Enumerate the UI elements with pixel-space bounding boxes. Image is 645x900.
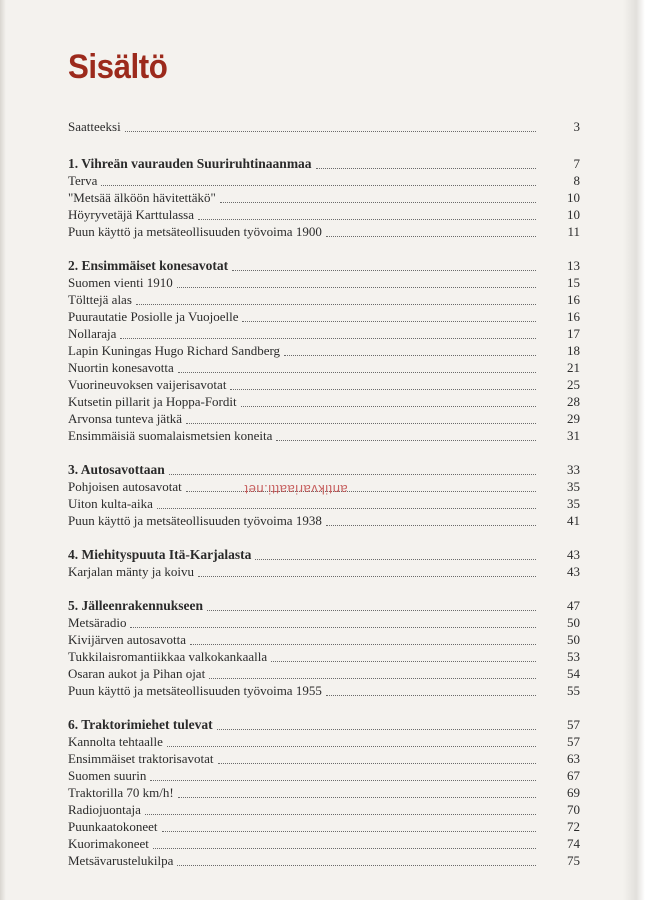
leader-dots (130, 623, 536, 628)
toc-page-number: 54 (567, 666, 580, 681)
toc-page-number: 74 (567, 836, 580, 851)
toc-entry (68, 274, 580, 291)
leader-dots (255, 555, 536, 560)
toc-entry (68, 784, 580, 801)
toc-entry-label: Kuorimakoneet (68, 836, 149, 851)
toc-entry-label: Ensimmäisiä suomalaismetsien koneita (68, 428, 273, 443)
toc-entry (68, 359, 580, 376)
leader-dots (284, 351, 536, 356)
leader-dots (326, 521, 536, 526)
toc-page-number: 15 (567, 275, 580, 290)
chapter-list (68, 155, 580, 869)
toc-entry (68, 648, 580, 665)
leader-dots (271, 657, 536, 662)
toc-page-number: 17 (567, 326, 580, 341)
toc-entry (68, 410, 580, 427)
toc-entry (68, 835, 580, 852)
toc-page-number: 72 (567, 819, 580, 834)
toc-page-number: 8 (573, 173, 580, 188)
toc-entry (68, 495, 580, 512)
toc-entry-label: Osaran aukot ja Pihan ojat (68, 666, 206, 681)
chapter-title-entry (68, 461, 580, 478)
toc-entry (68, 342, 580, 359)
toc-page-number: 21 (567, 360, 580, 375)
chapter-title-entry (68, 155, 580, 172)
toc-page-number: 75 (567, 853, 580, 868)
toc-entry-label: Kivijärven autosavotta (68, 632, 187, 647)
toc-page-number: 53 (567, 649, 580, 664)
toc-page-number: 11 (567, 224, 580, 239)
toc-entry-label: Kannolta tehtaalle (68, 734, 163, 749)
chapter-section (68, 546, 580, 580)
leader-dots (178, 368, 536, 373)
toc-entry (68, 563, 580, 580)
toc-page-number: 43 (567, 547, 580, 562)
toc-entry (68, 818, 580, 835)
chapter-section (68, 716, 580, 869)
leader-dots (276, 436, 536, 441)
leader-dots (136, 300, 536, 305)
toc-page-number: 35 (567, 479, 580, 494)
toc-entry-label: Nollaraja (68, 326, 117, 341)
toc-entry-label: Puun käyttö ja metsäteollisuuden työvoima 1955 (68, 683, 322, 698)
toc-page-number: 50 (567, 615, 580, 630)
leader-dots (241, 402, 536, 407)
toc-page-number: 16 (567, 292, 580, 307)
toc-page-number: 18 (567, 343, 580, 358)
toc-page-number: 33 (567, 462, 580, 477)
toc-page-number: 57 (567, 717, 580, 732)
chapter-section (68, 155, 580, 240)
leader-dots (326, 691, 536, 696)
toc-entry-label: Kutsetin pillarit ja Hoppa-Fordit (68, 394, 237, 409)
leader-dots (125, 127, 536, 132)
toc-entry (68, 308, 580, 325)
toc-entry-label: Metsävarustelukilpa (68, 853, 174, 868)
toc-page-number: 7 (573, 156, 580, 171)
chapter-section (68, 597, 580, 699)
toc-entry-label: 4. Miehityspuuta Itä-Karjalasta (68, 547, 252, 562)
toc-entry-label: Lapin Kuningas Hugo Richard Sandberg (68, 343, 281, 358)
leader-dots (177, 283, 536, 288)
leader-dots (217, 725, 536, 730)
toc-entry-label: Traktorilla 70 km/h! (68, 785, 174, 800)
toc-page-number: 29 (567, 411, 580, 426)
leader-dots (232, 266, 536, 271)
toc-entry-label: Tukkilaisromantiikkaa valkokankaalla (68, 649, 268, 664)
toc-page-number: 50 (567, 632, 580, 647)
toc-entry (68, 750, 580, 767)
toc-page-number: 70 (567, 802, 580, 817)
chapter-title-entry (68, 257, 580, 274)
toc-entry (68, 172, 580, 189)
leader-dots (218, 759, 537, 764)
leader-dots (207, 606, 536, 611)
leader-dots (230, 385, 536, 390)
page-title: Sisältö (68, 48, 168, 86)
chapter-title-entry (68, 597, 580, 614)
toc-entry (68, 852, 580, 869)
toc-entry-label: Tölttejä alas (68, 292, 132, 307)
chapter-title-entry (68, 546, 580, 563)
toc-page-number: 41 (567, 513, 580, 528)
watermark: antikvariaatti.net (244, 482, 348, 497)
chapter-title-entry (68, 716, 580, 733)
leader-dots (157, 504, 536, 509)
toc-entry (68, 427, 580, 444)
toc-entry-label: Radiojuontaja (68, 802, 141, 817)
leader-dots (186, 487, 536, 492)
leader-dots (198, 215, 536, 220)
toc-entry (68, 614, 580, 631)
toc-page-number: 25 (567, 377, 580, 392)
toc-page-number: 10 (567, 207, 580, 222)
toc-page-number: 16 (567, 309, 580, 324)
toc-entry-label: Puurautatie Posiolle ja Vuojoelle (68, 309, 239, 324)
leader-dots (326, 232, 536, 237)
toc-page-number: 55 (567, 683, 580, 698)
toc-entry (68, 767, 580, 784)
toc-entry (68, 682, 580, 699)
leader-dots (120, 334, 536, 339)
toc-entry-label: 3. Autosavottaan (68, 462, 165, 477)
toc-page-number: 31 (567, 428, 580, 443)
toc-page-number: 63 (567, 751, 580, 766)
toc-page-number: 3 (573, 119, 580, 134)
toc-entry (68, 512, 580, 529)
toc-page-number: 67 (567, 768, 580, 783)
leader-dots (198, 572, 536, 577)
toc-page-number: 35 (567, 496, 580, 511)
leader-dots (177, 861, 536, 866)
toc-entry-label: "Metsää älköön hävitettäkö" (68, 190, 216, 205)
toc-entry (68, 291, 580, 308)
toc-entry (68, 393, 580, 410)
toc-entry-label: Arvonsa tunteva jätkä (68, 411, 183, 426)
page-left-shadow (0, 0, 6, 900)
toc-page-number: 43 (567, 564, 580, 579)
toc-entry-label: Höyryvetäjä Karttulassa (68, 207, 194, 222)
toc-entry-label: 5. Jälleenrakennukseen (68, 598, 204, 613)
toc-entry-label: Pohjoisen autosavotat (68, 479, 182, 494)
toc-entry-label: Vuorineuvoksen vaijerisavotat (68, 377, 227, 392)
leader-dots (209, 674, 536, 679)
toc-entry-label: Suomen suurin (68, 768, 147, 783)
toc-entry-label: 6. Traktorimiehet tulevat (68, 717, 213, 732)
toc-entry (68, 665, 580, 682)
leader-dots (190, 640, 536, 645)
toc-page-number: 10 (567, 190, 580, 205)
toc-entry-intro (68, 118, 580, 135)
toc-entry-label: Ensimmäiset traktorisavotat (68, 751, 214, 766)
toc-entry-label: 2. Ensimmäiset konesavotat (68, 258, 229, 273)
toc-entry-label: Puunkaatokoneet (68, 819, 158, 834)
toc-entry-label: Terva (68, 173, 98, 188)
toc-entry (68, 733, 580, 750)
table-of-contents (68, 118, 580, 886)
leader-dots (150, 776, 536, 781)
toc-entry (68, 206, 580, 223)
toc-entry (68, 631, 580, 648)
leader-dots (220, 198, 536, 203)
toc-entry (68, 325, 580, 342)
toc-entry-label: Uiton kulta-aika (68, 496, 153, 511)
toc-page-number: 57 (567, 734, 580, 749)
toc-entry-label: Puun käyttö ja metsäteollisuuden työvoima 1938 (68, 513, 322, 528)
leader-dots (169, 470, 536, 475)
toc-entry-label: Nuortin konesavotta (68, 360, 174, 375)
toc-entry-label: Suomen vienti 1910 (68, 275, 173, 290)
leader-dots (153, 844, 536, 849)
leader-dots (186, 419, 536, 424)
leader-dots (242, 317, 536, 322)
leader-dots (316, 164, 536, 169)
leader-dots (167, 742, 536, 747)
toc-entry (68, 189, 580, 206)
toc-entry-label: Saatteeksi (68, 119, 121, 134)
chapter-section (68, 257, 580, 444)
leader-dots (162, 827, 536, 832)
leader-dots (178, 793, 536, 798)
toc-entry-label: 1. Vihreän vaurauden Suuriruhtinaanmaa (68, 156, 312, 171)
toc-entry (68, 223, 580, 240)
toc-entry (68, 801, 580, 818)
toc-page-number: 69 (567, 785, 580, 800)
toc-page-number: 47 (567, 598, 580, 613)
page-right-edge (623, 0, 645, 900)
toc-entry-label: Puun käyttö ja metsäteollisuuden työvoima 1900 (68, 224, 322, 239)
toc-entry (68, 376, 580, 393)
toc-page-number: 28 (567, 394, 580, 409)
toc-page-number: 13 (567, 258, 580, 273)
toc-entry-label: Karjalan mänty ja koivu (68, 564, 194, 579)
leader-dots (145, 810, 536, 815)
toc-entry-label: Metsäradio (68, 615, 127, 630)
leader-dots (101, 181, 536, 186)
